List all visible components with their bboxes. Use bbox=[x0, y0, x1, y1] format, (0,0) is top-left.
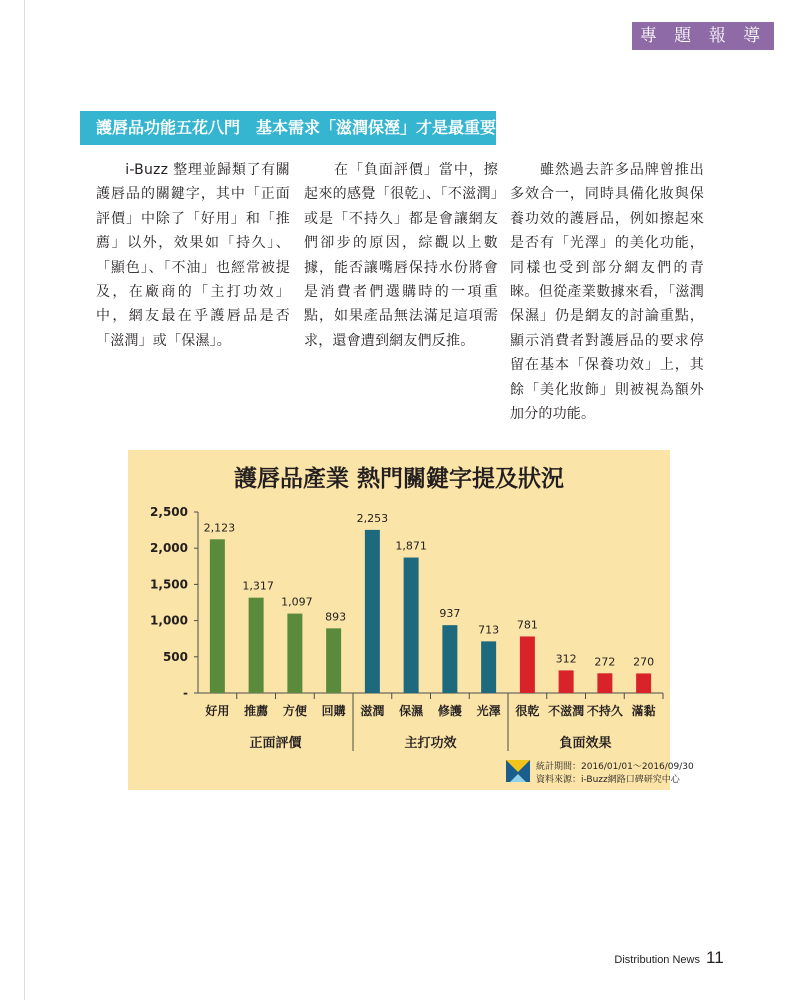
bar-value-label: 312 bbox=[555, 652, 577, 666]
bar bbox=[404, 558, 419, 693]
article-column-3: 雖然過去許多品牌曾推出多效合一，同時具備化妝與保養功效的護唇品，例如擦起來是否有「光澤」的美化功能，同樣也受到部分網友們的青睞。但從產業數據來看，「滋潤保濕」仍是網友的討論重點，顯示消費者對護唇品的要求停留在基本「保養功效」上，其餘「美化妝飾」則被視為額外加分的功能。 bbox=[510, 162, 704, 423]
chart-svg bbox=[128, 450, 694, 790]
x-tick-label: 不滋潤 bbox=[548, 704, 585, 718]
bar-value-label: 272 bbox=[594, 655, 616, 669]
x-tick-label: 方便 bbox=[282, 704, 307, 718]
bar-value-label: 2,253 bbox=[356, 511, 389, 525]
x-tick-label: 推薦 bbox=[244, 704, 269, 718]
bar bbox=[365, 530, 380, 693]
bar bbox=[520, 636, 535, 693]
bar bbox=[210, 539, 225, 693]
bar-value-label: 1,871 bbox=[395, 539, 427, 553]
bar-value-label: 937 bbox=[439, 607, 461, 621]
page-number: 11 bbox=[706, 948, 724, 967]
article-heading: 護唇品功能五花八門 基本需求「滋潤保溼」才是最重要 bbox=[80, 111, 496, 145]
y-tick-label: - bbox=[183, 686, 188, 700]
bar bbox=[481, 641, 496, 693]
group-label: 正面評價 bbox=[249, 736, 302, 751]
bar bbox=[442, 625, 457, 693]
chart-title: 護唇品產業 熱門關鍵字提及狀況 bbox=[233, 466, 565, 492]
group-label: 主打功效 bbox=[404, 736, 457, 751]
x-tick-label: 修護 bbox=[437, 704, 462, 718]
keyword-chart bbox=[128, 450, 694, 790]
source-period: 統計期間：2016/01/01～2016/09/30 bbox=[536, 762, 694, 772]
x-tick-label: 回購 bbox=[321, 704, 346, 718]
bar bbox=[636, 673, 651, 693]
group-label: 負面效果 bbox=[559, 736, 612, 751]
x-tick-label: 好用 bbox=[205, 704, 230, 718]
y-tick-label: 2,000 bbox=[150, 541, 188, 556]
bar-value-label: 893 bbox=[325, 610, 347, 624]
y-tick-label: 1,000 bbox=[150, 613, 188, 628]
bar bbox=[597, 673, 612, 693]
x-tick-label: 不持久 bbox=[586, 704, 623, 718]
x-tick-label: 滿黏 bbox=[631, 704, 656, 718]
x-tick-label: 滋潤 bbox=[360, 704, 385, 718]
bar bbox=[249, 598, 264, 693]
source-note: 資料來源：i-Buzz網路口碑研究中心 bbox=[536, 775, 680, 785]
bar-value-label: 713 bbox=[478, 623, 500, 637]
bar bbox=[326, 628, 341, 693]
bar bbox=[287, 614, 302, 693]
x-tick-label: 保濕 bbox=[399, 704, 424, 718]
bar-value-label: 781 bbox=[516, 618, 538, 632]
publication-name: Distribution News bbox=[614, 954, 700, 966]
article-column-1: i-Buzz 整理並歸類了有關護唇品的關鍵字，其中「正面評價」中除了「好用」和「推薦」以外，效果如「持久」、「顯色」、「不油」也經常被提及，在廠商的「主打功效」中，網友最在乎護唇品是否「滋潤」或「保濕」。 bbox=[96, 162, 290, 349]
section-tag: 專 題 報 導 bbox=[632, 22, 774, 50]
y-tick-label: 2,500 bbox=[150, 505, 188, 519]
bar-value-label: 1,097 bbox=[281, 595, 313, 609]
x-tick-label: 很乾 bbox=[515, 704, 540, 718]
x-tick-label: 光澤 bbox=[476, 704, 501, 718]
article-column-2: 在「負面評價」當中，擦起來的感覺「很乾」、「不滋潤」或是「不持久」都是會讓網友們卻步的原因，綜觀以上數據，能否讓嘴唇保持水份將會是消費者們選購時的一項重點，如果產品無法滿足這項需求，還會遭到網友們反推。 bbox=[304, 162, 498, 349]
y-tick-label: 500 bbox=[162, 649, 188, 664]
y-tick-label: 1,500 bbox=[150, 577, 188, 592]
bar-value-label: 2,123 bbox=[203, 521, 236, 535]
bar-value-label: 270 bbox=[633, 655, 655, 669]
bar-value-label: 1,317 bbox=[242, 579, 274, 593]
page-margin-rule bbox=[24, 0, 25, 1000]
bar bbox=[559, 670, 574, 693]
